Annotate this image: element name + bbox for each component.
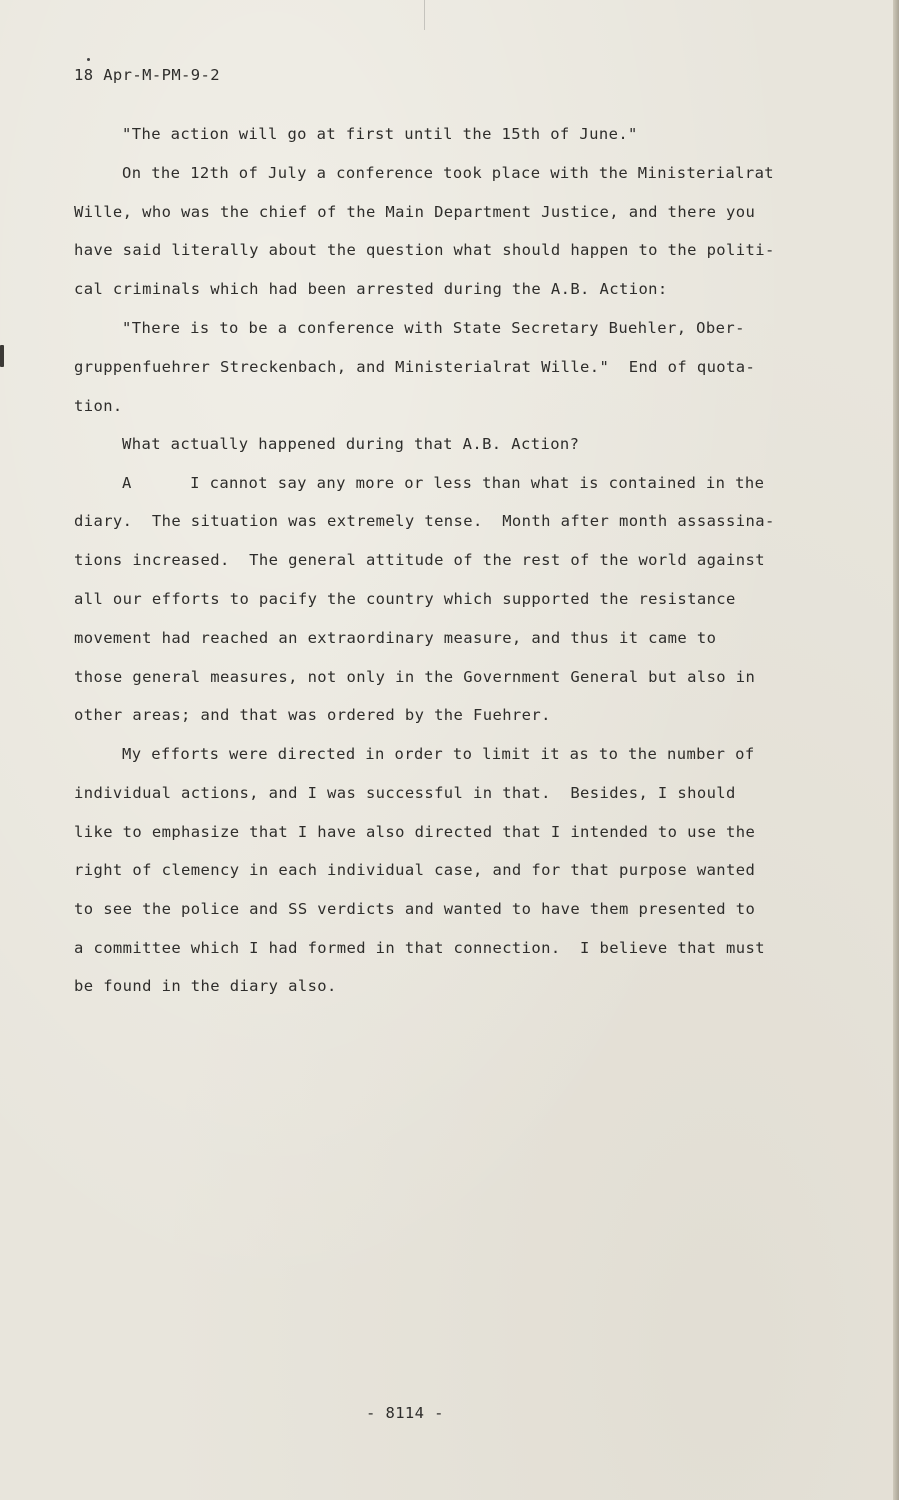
text-line: have said literally about the question what should happen to the politi- (74, 241, 775, 259)
text-line: tions increased. The general attitude of the rest of the world against (74, 551, 765, 569)
text-line: Wille, who was the chief of the Main Department Justice, and there you (74, 203, 756, 221)
text-line: "The action will go at first until the 15th of June." (122, 125, 638, 143)
header-reference: 18 Apr-M-PM-9-2 (74, 66, 220, 84)
text-line: like to emphasize that I have also directed that I intended to use the (74, 823, 756, 841)
page-number: - 8114 - (366, 1404, 444, 1422)
text-line: to see the police and SS verdicts and wanted to have them presented to (74, 900, 756, 918)
text-line: What actually happened during that A.B. Action? (122, 435, 580, 453)
text-line: My efforts were directed in order to limit it as to the number of (122, 745, 755, 763)
punch-dot (87, 58, 90, 61)
text-line: On the 12th of July a conference took place with the Ministerialrat (122, 164, 775, 182)
text-line: tion. (74, 397, 123, 415)
text-line: all our efforts to pacify the country which supported the resistance (74, 590, 736, 608)
page-edge (893, 0, 899, 1500)
text-line: cal criminals which had been arrested during the A.B. Action: (74, 280, 668, 298)
text-line: those general measures, not only in the Government General but also in (74, 668, 756, 686)
text-line: "There is to be a conference with State Secretary Buehler, Ober- (122, 319, 745, 337)
text-line: right of clemency in each individual case, and for that purpose wanted (74, 861, 756, 879)
margin-mark (0, 345, 4, 367)
text-line: diary. The situation was extremely tense. Month after month assassina- (74, 512, 775, 530)
text-line: A I cannot say any more or less than what is contained in the (122, 474, 765, 492)
text-line: individual actions, and I was successful in that. Besides, I should (74, 784, 736, 802)
text-line: gruppenfuehrer Streckenbach, and Ministerialrat Wille." End of quota- (74, 358, 756, 376)
text-line: movement had reached an extraordinary measure, and thus it came to (74, 629, 717, 647)
text-line: be found in the diary also. (74, 977, 337, 995)
text-line: a committee which I had formed in that connection. I believe that must (74, 939, 765, 957)
text-line: other areas; and that was ordered by the Fuehrer. (74, 706, 551, 724)
fold-line (424, 0, 425, 30)
